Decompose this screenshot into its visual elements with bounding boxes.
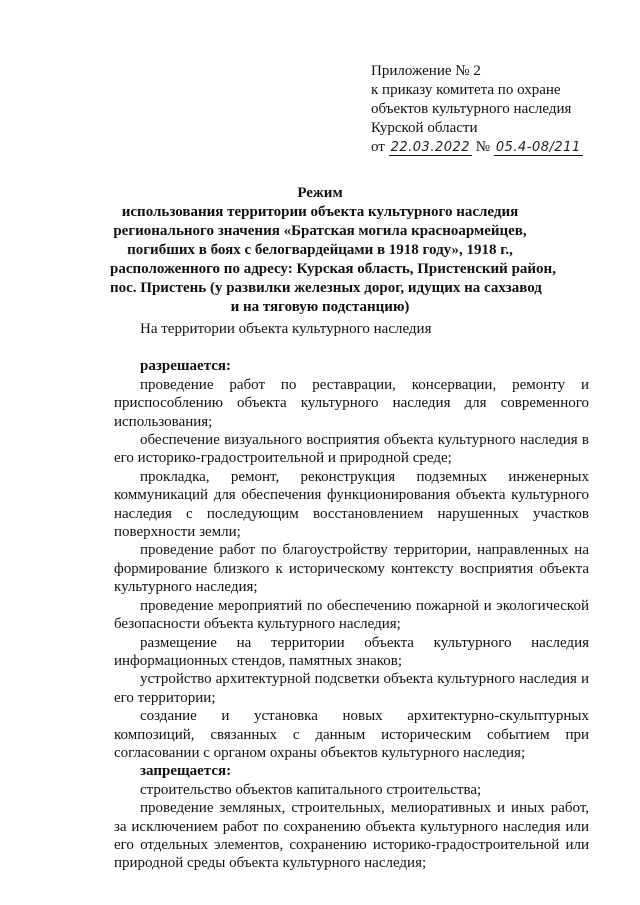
appendix-order-ref: к приказу комитета по охране	[371, 82, 561, 98]
allowed-item: размещение на территории объекта культурного наследия информационных стендов, памятных знаков;	[114, 634, 589, 669]
allowed-item: создание и установка новых архитектурно-скульптурных композиций, связанных с данным историческим событием при согласовании с органом охраны объектов культурного наследия;	[114, 708, 589, 761]
intro-text: На территории объекта культурного наследия	[140, 321, 432, 337]
title-line: и на тяговую подстанцию)	[230, 299, 410, 315]
allowed-item: проведение мероприятий по обеспечению пожарной и экологической безопасности объекта культурного наследия;	[114, 597, 589, 633]
forbidden-label: запрещается:	[140, 763, 232, 780]
allowed-item: проведение работ по благоустройству территории, направленных на формирование близкого к историческому контексту восприятия объекта культурного наследия;	[114, 542, 589, 596]
handwritten-date: 22.03.2022	[390, 140, 471, 155]
allowed-item: проведение работ по реставрации, консервации, ремонту и приспособлению объекта культурного наследия для современного использования;	[114, 376, 589, 430]
number-label: №	[475, 139, 491, 155]
allowed-item: устройство архитектурной подсветки объекта культурного наследия и его территории;	[114, 671, 589, 706]
handwritten-number: 05.4-08/211	[495, 140, 581, 155]
forbidden-item: проведение земляных, строительных, мелиоративных и иных работ, за исключением работ по сохранению объекта культурного наследия или его отдельных элементов, сохранению историко-градостроительной или природной среды объекта культурного наследия;	[114, 800, 589, 872]
appendix-committee: объектов культурного наследия	[371, 101, 572, 117]
document-body	[114, 320, 589, 873]
appendix-number: Приложение № 2	[371, 63, 481, 79]
title-line: погибших в боях с белогвардейцами в 1918 году», 1918 г.,	[127, 242, 513, 258]
allowed-item: прокладка, ремонт, реконструкция подземных инженерных коммуникаций для обеспечения функционирования объекта культурного наследия с последующим восстановлением нарушенных участков поверхности земли;	[114, 468, 589, 541]
title-line: расположенного по адресу: Курская область, Пристенский район,	[110, 261, 556, 277]
forbidden-item: строительство объектов капитального строительства;	[140, 781, 482, 798]
appendix-block	[371, 62, 631, 157]
appendix-region: Курской области	[371, 120, 478, 136]
allowed-item: обеспечение визуального восприятия объекта культурного наследия в его историко-градостроительной и природной среде;	[114, 432, 589, 467]
title-line: использования территории объекта культурного наследия	[121, 204, 519, 220]
title-line: пос. Пристень (у развилки железных дорог, идущих на сахзавод	[110, 280, 542, 296]
title-heading: Режим	[297, 185, 343, 201]
appendix-date-number-line	[371, 138, 631, 157]
from-label: от	[371, 139, 385, 155]
document-title	[110, 184, 556, 317]
allowed-label: разрешается:	[140, 358, 232, 375]
title-line: регионального значения «Братская могила красноармейцев,	[113, 223, 527, 239]
